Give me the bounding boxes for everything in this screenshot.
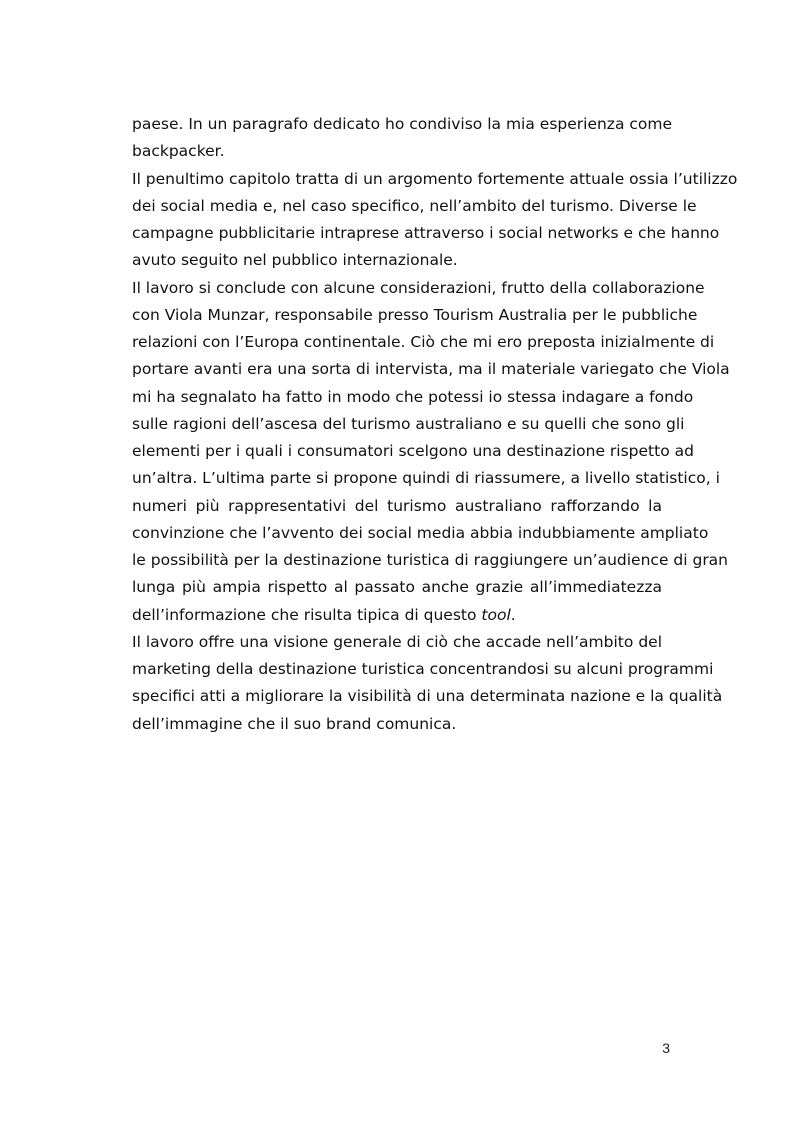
text-line: avuto seguito nel pubblico internazionale.: [132, 251, 458, 270]
text-line: mi ha segnalato ha fatto in modo che potessi io stessa indagare a fondo: [132, 387, 694, 406]
text-line: backpacker.: [132, 142, 225, 161]
text-line: campagne pubblicitarie intraprese attraverso i social networks e che hanno: [132, 224, 720, 242]
text-line: sulle ragioni dell’ascesa del turismo australiano e su quelli che sono gli: [132, 414, 685, 433]
text-line: portare avanti era una sorta di intervista, ma il materiale variegato che Viola: [132, 360, 730, 379]
text-line: un’altra. L’ultima parte si propone quindi di riassumere, a livello statistico, i: [132, 469, 720, 488]
text-line: dell’immagine che il suo brand comunica.: [132, 714, 457, 733]
text-line: lunga più ampia rispetto al passato anche grazie all’immediatezza: [132, 578, 662, 597]
text-line: convinzione che l’avvento dei social media abbia indubbiamente ampliato: [132, 523, 709, 542]
body-text: [132, 111, 738, 738]
text-line: Il penultimo capitolo tratta di un argomento fortemente attuale ossia l’utilizzo: [132, 169, 738, 188]
text-line: paese. In un paragrafo dedicato ho condiviso la mia esperienza come: [132, 115, 673, 133]
text-line: con Viola Munzar, responsabile presso Tourism Australia per le pubbliche: [132, 305, 698, 324]
text-line: Il lavoro offre una visione generale di ciò che accade nell’ambito del: [132, 632, 662, 651]
text-line: le possibilità per la destinazione turistica di raggiungere un’audience di gran: [132, 551, 729, 569]
text-line: marketing della destinazione turistica concentrandosi su alcuni programmi: [132, 660, 714, 678]
text-line: [132, 602, 662, 629]
text-line: specifici atti a migliorare la visibilità di una determinata nazione e la qualità: [132, 687, 723, 706]
text-line: relazioni con l’Europa continentale. Ciò che mi ero preposta inizialmente di: [132, 333, 715, 351]
text-line: Il lavoro si conclude con alcune considerazioni, frutto della collaborazione: [132, 278, 705, 297]
text-line: dei social media e, nel caso specifico, nell’ambito del turismo. Diverse le: [132, 196, 697, 215]
text-line: numeri più rappresentativi del turismo australiano rafforzando la: [132, 496, 662, 515]
text-fragment: dell’informazione che risulta tipica di questo: [132, 605, 482, 624]
text-line: elementi per i quali i consumatori scelgono una destinazione rispetto ad: [132, 442, 694, 460]
text-fragment: .: [510, 605, 516, 624]
italic-term: tool: [481, 605, 511, 624]
page-number: 3: [662, 1040, 670, 1056]
